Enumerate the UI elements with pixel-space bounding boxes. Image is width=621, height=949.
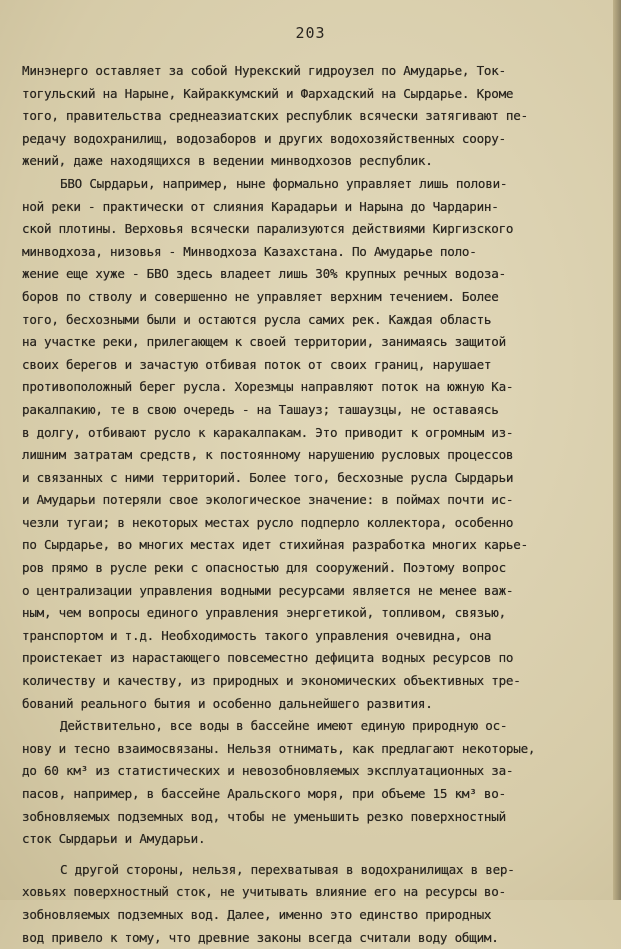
text-line: ным, чем вопросы единого управления энергетикой, топливом, связью, xyxy=(22,605,506,621)
text-line: минводхоза, низовья - Минводхоза Казахстана. По Амударье поло- xyxy=(22,243,477,259)
text-line: по Сырдарье, во многих местах идет стихийная разработка многих карье- xyxy=(22,537,528,553)
text-line: бований реального бытия и особенно дальнейшего развития. xyxy=(22,695,433,711)
text-line: до 60 км³ из статистических и невозобновляемых эксплуатационных за- xyxy=(22,763,514,779)
text-line: транспортом и т.д. Необходимость такого управления очевидна, она xyxy=(22,627,492,643)
text-line: своих берегов и зачастую отбивая поток от своих границ, нарушает xyxy=(22,356,492,372)
text-line: противоположный берег русла. Хорезмцы направляют поток на южную Ка- xyxy=(22,379,514,395)
text-line: и связанных с ними территорий. Более того, бесхозные русла Сырдарьи xyxy=(22,469,514,485)
text-line: того, бесхозными были и остаются русла самих рек. Каждая область xyxy=(22,311,492,327)
text-line: тогульский на Нарыне, Кайраккумский и Фархадский на Сырдарье. Кроме xyxy=(22,85,514,101)
text-line: ской плотины. Верховья всячески парализуются действиями Киргизского xyxy=(22,221,514,237)
text-line: и Амударьи потеряли свое экологическое значение: в поймах почти ис- xyxy=(22,492,514,508)
text-line: Действительно, все воды в бассейне имеют единую природную ос- xyxy=(60,718,508,734)
text-line: зобновляемых подземных вод. Далее, именно это единство природных xyxy=(22,906,492,922)
text-line: БВО Сырдарьи, например, ныне формально управляет лишь полови- xyxy=(60,175,508,191)
text-line: нову и тесно взаимосвязаны. Нельзя отнимать, как предлагают некоторые, xyxy=(22,740,536,756)
text-line: ров прямо в русле реки с опасностью для сооружений. Поэтому вопрос xyxy=(22,560,506,576)
text-line: боров по стволу и совершенно не управляет верхним течением. Более xyxy=(22,288,499,304)
text-line: в долгу, отбивают русло к каракалпакам. Это приводит к огромным из- xyxy=(22,424,514,440)
page-number: 203 xyxy=(295,24,326,42)
text-line: вод привело к тому, что древние законы всегда считали воду общим. xyxy=(22,929,499,945)
text-line: пасов, например, в бассейне Аральского моря, при объеме 15 км³ во- xyxy=(22,786,506,801)
body-text xyxy=(22,60,602,949)
text-line: С другой стороны, нельзя, перехватывая в водохранилищах в вер- xyxy=(60,861,515,877)
text-line: сток Сырдарьи и Амударьи. xyxy=(22,831,206,847)
page-edge xyxy=(613,0,621,900)
text-line: Минэнерго оставляет за собой Нурекский гидроузел по Амударье, Ток- xyxy=(22,63,506,78)
text-line: на участке реки, прилегающем к своей территории, занимаясь защитой xyxy=(22,334,506,350)
text-line: лишним затратам средств, к постоянному нарушению русловых процессов xyxy=(22,447,514,463)
text-line: ракалпакию, те в свою очередь - на Ташауз; ташаузцы, не оставаясь xyxy=(22,401,499,417)
text-line: о централизации управления водными ресурсами является не менее важ- xyxy=(22,582,514,598)
text-line: того, правительства среднеазиатских республик всячески затягивают пе- xyxy=(22,108,528,124)
text-line: чезли тугаи; в некоторых местах русло подперло коллектора, особенно xyxy=(22,514,514,530)
text-line: ной реки - практически от слияния Карадарьи и Нарына до Чардарин- xyxy=(22,198,499,214)
text-line: ховьях поверхностный сток, не учитывать влияние его на ресурсы во- xyxy=(22,884,506,900)
text-line: жение еще хуже - БВО здесь владеет лишь 30% крупных речных водоза- xyxy=(22,266,506,282)
text-line: количеству и качеству, из природных и экономических объективных тре- xyxy=(22,673,521,689)
text-line: редачу водохранилищ, водозаборов и других водохозяйственных соору- xyxy=(22,130,506,146)
text-line: жений, даже находящихся в ведении минводхозов республик. xyxy=(22,153,433,169)
text-line: проистекает из нарастающего повсеместно дефицита водных ресурсов по xyxy=(22,650,514,666)
text-line: зобновляемых подземных вод, чтобы не уменьшить резко поверхностный xyxy=(22,808,506,824)
paragraph-gap xyxy=(22,851,602,859)
